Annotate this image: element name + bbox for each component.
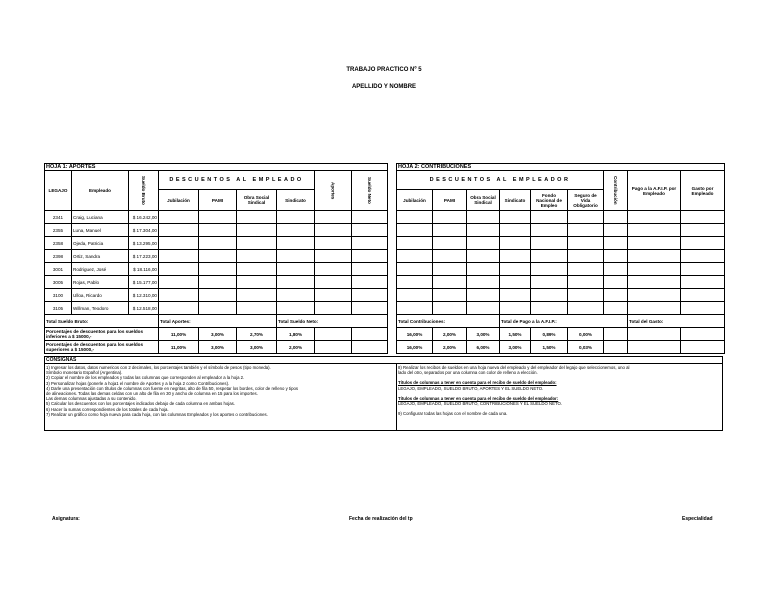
empty-cell [681, 263, 725, 276]
empty-cell [467, 276, 500, 289]
pct-cell: 16,00% [397, 341, 433, 354]
col-pami: PAMI [199, 190, 237, 211]
col-empleado: Empleado [72, 171, 129, 211]
empty-cell [277, 276, 315, 289]
empty-cell [397, 224, 433, 237]
empty-cell [568, 211, 604, 224]
data-cell: 3005 [45, 276, 72, 289]
empty-cell [315, 289, 352, 302]
empty-cell [352, 250, 388, 263]
data-cell: $ 17.304,00 [129, 224, 159, 237]
empty-cell [352, 224, 388, 237]
empty-cell [199, 276, 237, 289]
consignas-right [398, 365, 718, 416]
empty-cell [500, 250, 531, 263]
empty-cell [315, 224, 352, 237]
col-jubilacion: Jubilación [159, 190, 199, 211]
empty-cell [500, 289, 531, 302]
empty-cell [433, 263, 467, 276]
data-cell: $ 12.518,00 [129, 302, 159, 315]
empty-cell [199, 302, 237, 315]
footer-asignatura: Asignatura: [52, 516, 80, 522]
empty-cell [159, 211, 199, 224]
col-aportes: Aportes [315, 171, 352, 211]
empty-cell [467, 263, 500, 276]
empty-cell [159, 250, 199, 263]
col-contribucion: Contribución [604, 171, 628, 211]
empty-cell [199, 289, 237, 302]
empty-cell [628, 341, 681, 354]
empty-cell [604, 276, 628, 289]
data-cell: $ 15.177,00 [129, 276, 159, 289]
table-row [397, 211, 725, 224]
empty-cell [199, 224, 237, 237]
empty-cell [315, 211, 352, 224]
pct-cell: 0,89% [531, 328, 568, 341]
empty-cell [628, 302, 681, 315]
empty-cell [628, 289, 681, 302]
table-row [397, 302, 725, 315]
consignas-box [44, 356, 723, 431]
table-row [397, 263, 725, 276]
data-cell: 2358 [45, 237, 72, 250]
data-cell: 3001 [45, 263, 72, 276]
consigna-line: 2) Copiar el nombre de los empleados y todas las columnas que corresponden al empleador a la hoja 2. [46, 375, 245, 381]
empty-cell [433, 250, 467, 263]
col-pami: PAMI [433, 190, 467, 211]
pct-cell: 11,00% [159, 328, 199, 341]
table-row [45, 263, 388, 276]
table-row [397, 276, 725, 289]
data-cell: Ojeda, Patricia [72, 237, 129, 250]
empty-cell [237, 211, 277, 224]
empty-cell [604, 237, 628, 250]
pct-cell: 3,00% [199, 341, 237, 354]
empty-cell [531, 250, 568, 263]
empty-cell [352, 276, 388, 289]
empty-cell [159, 289, 199, 302]
empty-cell [531, 263, 568, 276]
data-cell: Willman, Teodoro [72, 302, 129, 315]
empty-cell [277, 263, 315, 276]
empty-cell [315, 276, 352, 289]
empty-cell [568, 224, 604, 237]
empty-cell [500, 302, 531, 315]
consigna-line: 7) Realizar un gráfico como hoja nueva para cada hoja, con las columnas Empleados y los aportes o contribuciones. [46, 411, 268, 417]
empty-cell [397, 276, 433, 289]
table-row [397, 250, 725, 263]
total-contribuciones-label: Total Contribuciones: [397, 315, 500, 328]
col-sindicato: Sindicato [500, 190, 531, 211]
empty-cell [237, 263, 277, 276]
empty-cell [531, 237, 568, 250]
empty-cell [352, 211, 388, 224]
table-row [45, 250, 388, 263]
empty-cell [467, 302, 500, 315]
empty-cell [681, 302, 725, 315]
consigna-line: 1) Ingresar los datos, datos numericos con 2 decimales, los porcentajes también y el símbolo de pesos (tipo moneda). [46, 365, 271, 370]
group-descuentos-empleado: DESCUENTOS AL EMPLEADO [159, 171, 315, 190]
table-row [45, 276, 388, 289]
col-obra-social: Obra Social Sindical [467, 190, 500, 211]
empty-cell [277, 250, 315, 263]
consigna-line: Símbolo monetario Español (Argentina). [46, 370, 123, 376]
data-cell: $ 12.310,00 [129, 289, 159, 302]
hoja2-table [396, 170, 725, 354]
empty-cell [681, 276, 725, 289]
empty-cell [467, 224, 500, 237]
total-sueldo-neto-label: Total Sueldo Neto: [277, 315, 388, 328]
empty-cell [277, 211, 315, 224]
pct-cell: 11,00% [159, 341, 199, 354]
empty-cell [681, 328, 725, 341]
empty-cell [277, 302, 315, 315]
data-cell: 2398 [45, 250, 72, 263]
group-descuentos-empleador: DESCUENTOS AL EMPLEADOR [397, 171, 604, 190]
empty-cell [397, 263, 433, 276]
pct-cell: 1,50% [500, 328, 531, 341]
empty-cell [628, 250, 681, 263]
empty-cell [397, 302, 433, 315]
empty-cell [315, 328, 352, 341]
empty-cell [159, 224, 199, 237]
col-legajo: LEGAJO [45, 171, 72, 211]
hoja1-label: HOJA 1: APORTES [44, 163, 388, 170]
data-cell: Luna, Manuel [72, 224, 129, 237]
empty-cell [531, 289, 568, 302]
empty-cell [199, 263, 237, 276]
data-cell: $ 16.242,00 [129, 211, 159, 224]
empty-cell [237, 276, 277, 289]
empty-cell [604, 341, 628, 354]
empty-cell [531, 302, 568, 315]
consigna-line: de alineaciones. Todas las demas celdas con un alto de fila en 30 y ancho de columna en 15 para los importes. [46, 391, 258, 397]
pct-cell: 0,03% [568, 341, 604, 354]
data-cell: 3105 [45, 302, 72, 315]
table-row [397, 237, 725, 250]
empty-cell [604, 289, 628, 302]
consigna-line: 6) Hacer la sumas correspondientes de los totales de cada hoja. [46, 406, 169, 412]
empty-cell [628, 237, 681, 250]
empty-cell [433, 224, 467, 237]
data-cell: Rojas, Pablo [72, 276, 129, 289]
empty-cell [397, 289, 433, 302]
pct-cell: 2,00% [433, 341, 467, 354]
document-subtitle: APELLIDO Y NOMBRE [351, 84, 417, 90]
empty-cell [237, 224, 277, 237]
recibo-empleador-heading: Títulos de columnas a tener en cuenta para el recibo de sueldo del empleador: [398, 395, 559, 401]
footer-fecha: Fecha de realización del tp [349, 516, 413, 522]
col-jubilacion: Jubilación [397, 190, 433, 211]
empty-cell [568, 237, 604, 250]
empty-cell [568, 250, 604, 263]
empty-cell [604, 224, 628, 237]
consignas-left [46, 365, 394, 417]
empty-cell [467, 237, 500, 250]
empty-cell [277, 289, 315, 302]
pct-inferiores-label: Porcentajes de descuentos para los sueldos inferiores a $ 15000,- [45, 328, 159, 341]
empty-cell [604, 328, 628, 341]
empty-cell [159, 276, 199, 289]
empty-cell [568, 302, 604, 315]
data-cell: $ 13.295,00 [129, 237, 159, 250]
empty-cell [433, 211, 467, 224]
empty-cell [467, 289, 500, 302]
empty-cell [467, 250, 500, 263]
empty-cell [237, 289, 277, 302]
table-row [45, 224, 388, 237]
empty-cell [681, 341, 725, 354]
hoja2-label: HOJA 2: CONTRIBUCIONES [396, 163, 725, 170]
empty-cell [681, 237, 725, 250]
empty-cell [433, 276, 467, 289]
col-sueldo-bruto: Sueldo Bruto [129, 171, 159, 211]
empty-cell [277, 237, 315, 250]
empty-cell [467, 211, 500, 224]
pct-cell: 2,00% [277, 341, 315, 354]
total-afip-label: Total de Pago a la A.F.I.P.: [500, 315, 628, 328]
empty-cell [237, 302, 277, 315]
empty-cell [531, 276, 568, 289]
pct-superiores-label: Porcentajes de descuentos para los sueldos superiores a $ 15000,- [45, 341, 159, 354]
empty-cell [277, 224, 315, 237]
col-seguro-vida: Seguro de Vida Obligatorio [568, 190, 604, 211]
empty-cell [433, 289, 467, 302]
empty-cell [352, 289, 388, 302]
data-cell: 2341 [45, 211, 72, 224]
empty-cell [604, 250, 628, 263]
consigna-9: 9) Configurar todas las hojas con el nombre de cada una. [398, 411, 508, 417]
empty-cell [628, 328, 681, 341]
table-row [45, 302, 388, 315]
col-gasto: Gasto por Empleado [681, 171, 725, 211]
data-cell: $ 17.223,00 [129, 250, 159, 263]
consigna-line: 3) Personalizar hojas (ponerle a hoja1 el nombre de Aportes y a la hoja 2 como Contribuciones). [46, 380, 230, 386]
empty-cell [352, 328, 388, 341]
col-obra-social: Obra Social Sindical [237, 190, 277, 211]
empty-cell [531, 224, 568, 237]
empty-cell [433, 302, 467, 315]
empty-cell [397, 250, 433, 263]
pct-cell: 3,00% [199, 328, 237, 341]
data-cell: Ortiz, Sandra [72, 250, 129, 263]
pct-cell: 1,50% [531, 341, 568, 354]
data-cell: 3100 [45, 289, 72, 302]
table-row [45, 289, 388, 302]
data-cell: 2355 [45, 224, 72, 237]
table-row [397, 289, 725, 302]
recibo-empleado-heading: Títulos de columnas a tener en cuenta para el recibo de sueldo del empleado: [398, 380, 557, 386]
empty-cell [433, 237, 467, 250]
table-row [45, 237, 388, 250]
total-gasto-label: Total del Gasto: [628, 315, 725, 328]
table-row [397, 224, 725, 237]
data-cell: Rodriguez, José [72, 263, 129, 276]
empty-cell [315, 237, 352, 250]
recibo-empleado-cols: LEGAJO, EMPLEADO, SUELDO BRUTO, APORTES Y EL SUELDO NETO. [398, 385, 544, 391]
total-aportes-label: Total Aportes: [159, 315, 277, 328]
empty-cell [397, 237, 433, 250]
consigna-8-line1: 8) Realizar los recibos de sueldos en una hoja nueva del empleado y del empleador del legajo que seleccionemos, uno al [398, 365, 630, 370]
empty-cell [397, 211, 433, 224]
empty-cell [159, 237, 199, 250]
empty-cell [568, 263, 604, 276]
empty-cell [199, 250, 237, 263]
empty-cell [315, 250, 352, 263]
col-pago-afip: Pago a la A.F.I.P. por Empleado [628, 171, 681, 211]
footer-especialidad: Especialidad [682, 516, 713, 522]
empty-cell [199, 211, 237, 224]
consigna-line: 5) Calcular los descuentos con los porcentajes indicados debajo de cada columna en ambas hojas. [46, 401, 235, 407]
consignas-title: CONSIGNAS [46, 357, 77, 363]
pct-cell: 0,00% [568, 328, 604, 341]
empty-cell [604, 302, 628, 315]
empty-cell [500, 211, 531, 224]
empty-cell [500, 237, 531, 250]
empty-cell [237, 237, 277, 250]
recibo-empleador-cols: LEGAJO, EMPLEADO, SUELDO BRUTO, CONTRIBUCIONES Y EL SUELDO NETO. [398, 401, 563, 407]
empty-cell [628, 263, 681, 276]
total-sueldo-bruto-label: Total Sueldo Bruto: [45, 315, 159, 328]
pct-cell: 2,00% [433, 328, 467, 341]
empty-cell [199, 237, 237, 250]
empty-cell [159, 263, 199, 276]
empty-cell [681, 224, 725, 237]
empty-cell [352, 341, 388, 354]
empty-cell [352, 302, 388, 315]
empty-cell [315, 341, 352, 354]
empty-cell [500, 276, 531, 289]
data-cell: Craig, Luciana [72, 211, 129, 224]
empty-cell [681, 250, 725, 263]
empty-cell [352, 263, 388, 276]
empty-cell [628, 211, 681, 224]
data-cell: $ 18.116,00 [129, 263, 159, 276]
empty-cell [315, 263, 352, 276]
empty-cell [681, 211, 725, 224]
pct-cell: 3,00% [467, 328, 500, 341]
col-sueldo-neto: Sueldo Neto [352, 171, 388, 211]
pct-cell: 1,80% [277, 328, 315, 341]
pct-cell: 6,00% [467, 341, 500, 354]
empty-cell [352, 237, 388, 250]
data-cell: Ulloa, Ricardo [72, 289, 129, 302]
pct-cell: 2,70% [237, 328, 277, 341]
empty-cell [628, 276, 681, 289]
hoja1-table [44, 170, 388, 354]
empty-cell [681, 289, 725, 302]
consigna-line: 4) Darle una presentación con títulos de columnas con fuente en negritas, alto de fila 50, respetar los bordes, color de relleno y tipos [46, 385, 298, 391]
consigna-line: Las demas columnas ajustadas a su contenido. [46, 396, 137, 402]
empty-cell [159, 302, 199, 315]
col-sindicato: Sindicato [277, 190, 315, 211]
empty-cell [500, 224, 531, 237]
document-title: TRABAJO PRACTICO Nº 5 [346, 67, 422, 73]
empty-cell [568, 276, 604, 289]
pct-cell: 3,00% [237, 341, 277, 354]
empty-cell [531, 211, 568, 224]
col-fondo-nacional: Fondo Nacional de Empleo [531, 190, 568, 211]
empty-cell [237, 250, 277, 263]
consigna-8-line2: lado del otro, separados por una columna con color de relleno a elección. [398, 370, 538, 376]
empty-cell [628, 224, 681, 237]
empty-cell [604, 263, 628, 276]
table-row [45, 211, 388, 224]
empty-cell [315, 302, 352, 315]
empty-cell [604, 211, 628, 224]
pct-cell: 3,00% [500, 341, 531, 354]
empty-cell [500, 263, 531, 276]
pct-cell: 16,00% [397, 328, 433, 341]
empty-cell [568, 289, 604, 302]
